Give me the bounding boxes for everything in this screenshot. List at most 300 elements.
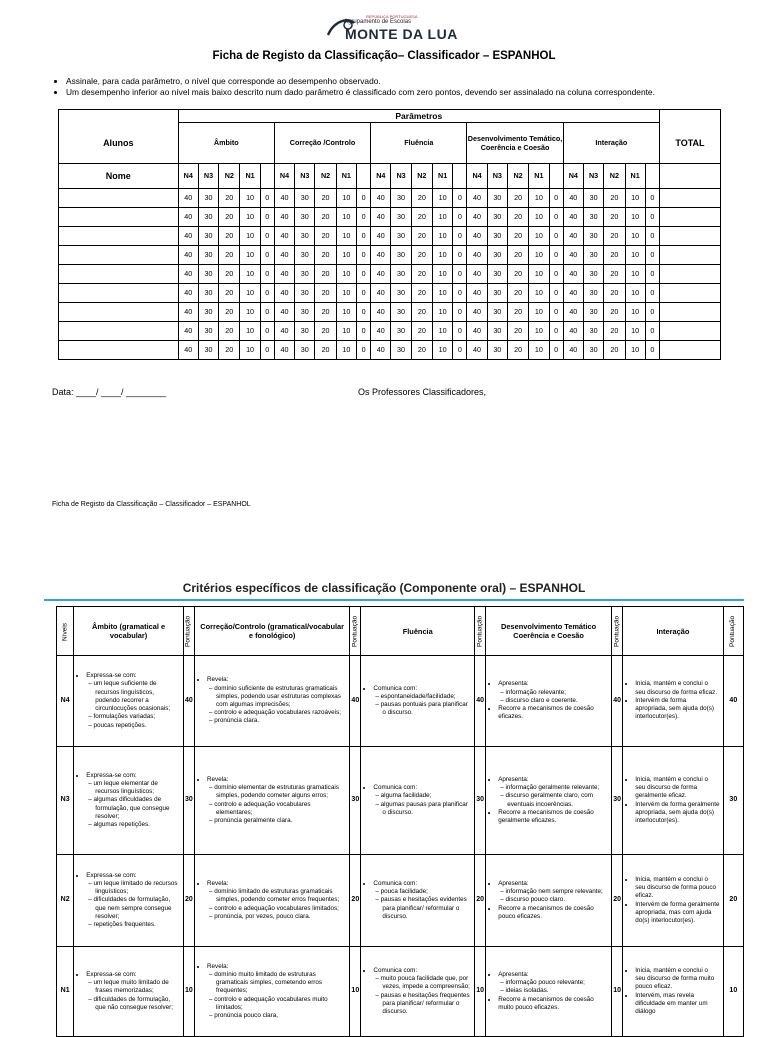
- criterion-item: – dificuldades de formulação, que não consegue resolver;: [95, 996, 180, 1012]
- criterion-item: – pausas pontuais para planificar o discurso.: [382, 701, 471, 717]
- total-header: TOTAL: [659, 123, 720, 164]
- points-cell: 40: [183, 656, 194, 747]
- score-cell: 10: [529, 283, 549, 302]
- score-cell: 10: [529, 340, 549, 359]
- score-cell: 0: [645, 188, 659, 207]
- criterion-item: – pronúncia geralmente clara.: [216, 817, 346, 825]
- criterion-item: – informação pouco relevante;: [507, 979, 608, 987]
- score-cell: 40: [371, 340, 391, 359]
- score-cell: 30: [583, 207, 603, 226]
- score-cell: 0: [453, 302, 467, 321]
- param-ambito: Âmbito: [178, 123, 274, 164]
- score-cell: 40: [371, 226, 391, 245]
- score-cell: 40: [178, 207, 198, 226]
- criterion-lead: • Revela:: [207, 776, 346, 784]
- score-cell: 10: [529, 188, 549, 207]
- score-cell: 10: [432, 226, 452, 245]
- score-cell: 0: [645, 340, 659, 359]
- criterion-extra: • Recorre a mecanismos de coesão pouco eficazes.: [498, 905, 608, 921]
- score-cell: 0: [549, 264, 563, 283]
- level-cell: N1: [57, 947, 74, 1037]
- criterion-lead: • Comunica com:: [373, 967, 471, 975]
- score-cell: 10: [336, 188, 356, 207]
- score-cell: 30: [487, 302, 507, 321]
- pontuacao-header: Pontuação: [350, 607, 361, 656]
- points-cell: 40: [475, 656, 486, 747]
- score-cell: 10: [336, 340, 356, 359]
- criterion-item: – controlo e adequação vocabulares elementares;: [216, 801, 346, 817]
- score-cell: 0: [645, 226, 659, 245]
- criterion-lead: • Expressa-se com:: [86, 672, 180, 680]
- score-cell: 20: [219, 283, 240, 302]
- criterion-item: • Inicia, mantém e conclui o seu discurso de forma eficaz.: [635, 680, 719, 696]
- score-cell: 30: [583, 226, 603, 245]
- score-cell: 30: [198, 321, 218, 340]
- total-cell: [659, 264, 720, 283]
- points-cell: 40: [612, 656, 623, 747]
- level-header: N4: [274, 163, 294, 188]
- score-cell: 20: [315, 302, 336, 321]
- points-cell: 20: [723, 855, 743, 947]
- score-cell: 20: [604, 321, 625, 340]
- niveis-header: Níveis: [57, 607, 74, 656]
- score-cell: 30: [487, 264, 507, 283]
- score-cell: 10: [240, 283, 260, 302]
- param-correcao: Correção /Controlo: [274, 123, 370, 164]
- score-cell: 10: [432, 245, 452, 264]
- score-cell: 10: [625, 283, 645, 302]
- level-header: [549, 163, 563, 188]
- score-cell: 40: [178, 226, 198, 245]
- score-cell: 20: [604, 226, 625, 245]
- score-cell: 40: [563, 226, 583, 245]
- criterion-item: – domínio elementar de estruturas gramaticais simples, podendo cometer alguns erros;: [216, 784, 346, 800]
- score-cell: 30: [487, 207, 507, 226]
- score-cell: 0: [260, 188, 274, 207]
- level-header: N3: [391, 163, 411, 188]
- total-cell: [659, 302, 720, 321]
- score-cell: 30: [583, 302, 603, 321]
- points-cell: 10: [475, 947, 486, 1037]
- pontuacao-header: Pontuação: [723, 607, 743, 656]
- score-cell: 10: [336, 226, 356, 245]
- criterion-item: – discurso claro e coerente.: [507, 697, 608, 705]
- fluencia-cell: [361, 747, 475, 855]
- score-cell: 10: [529, 207, 549, 226]
- score-cell: 30: [391, 245, 411, 264]
- score-cell: 40: [371, 283, 391, 302]
- score-cell: 40: [563, 302, 583, 321]
- criterion-item: – algumas dificuldades de formulação, que consegue resolver;: [95, 796, 180, 821]
- score-cell: 20: [507, 207, 528, 226]
- score-cell: 40: [371, 207, 391, 226]
- score-cell: 0: [453, 283, 467, 302]
- instruction-item: • Assinale, para cada parâmetro, o nível que corresponde ao desempenho observado.: [66, 76, 655, 87]
- criterion-lead: • Expressa-se com:: [86, 872, 180, 880]
- score-cell: 0: [549, 340, 563, 359]
- criterion-item: – pouca facilidade;: [382, 888, 471, 896]
- criterion-lead: • Comunica com:: [373, 880, 471, 888]
- score-cell: 10: [432, 207, 452, 226]
- score-cell: 20: [315, 340, 336, 359]
- level-header: N2: [315, 163, 336, 188]
- score-cell: 40: [563, 245, 583, 264]
- criterion-lead: • Revela:: [207, 676, 346, 684]
- score-cell: 30: [583, 264, 603, 283]
- level-header: [645, 163, 659, 188]
- score-cell: 10: [432, 302, 452, 321]
- score-cell: 10: [625, 302, 645, 321]
- criterion-item: – um leque suficiente de recursos linguísticos, podendo recorrer a circunlocuções ocasionais;: [95, 680, 180, 713]
- total-cell: [659, 340, 720, 359]
- score-cell: 10: [240, 302, 260, 321]
- points-cell: 30: [723, 747, 743, 855]
- correcao-cell: [195, 747, 350, 855]
- level-header: [453, 163, 467, 188]
- total-cell: [659, 321, 720, 340]
- score-cell: 30: [391, 207, 411, 226]
- score-cell: 30: [198, 264, 218, 283]
- criterion-item: – controlo e adequação vocabulares muito limitados;: [216, 996, 346, 1012]
- criterion-lead: • Revela:: [207, 963, 346, 971]
- score-cell: 0: [356, 302, 370, 321]
- criterion-item: – alguma facilidade;: [382, 792, 471, 800]
- score-cell: 20: [219, 340, 240, 359]
- score-cell: 40: [178, 188, 198, 207]
- score-cell: 20: [219, 264, 240, 283]
- score-cell: 10: [432, 283, 452, 302]
- criterion-item: – um leque elementar de recursos linguísticos;: [95, 780, 180, 796]
- score-cell: 40: [467, 207, 487, 226]
- points-cell: 30: [612, 747, 623, 855]
- score-cell: 40: [274, 340, 294, 359]
- score-cell: 30: [583, 340, 603, 359]
- score-cell: 10: [625, 340, 645, 359]
- level-header: N3: [198, 163, 218, 188]
- level-header: N3: [583, 163, 603, 188]
- level-cell: N2: [57, 855, 74, 947]
- criteria-title: Critérios específicos de classificação (Componente oral) – ESPANHOL: [182, 581, 586, 595]
- score-cell: 10: [529, 264, 549, 283]
- correcao-cell: [195, 947, 350, 1037]
- score-cell: 0: [260, 264, 274, 283]
- teachers-signature-label: Os Professores Classificadores,: [358, 387, 487, 397]
- criterion-lead: • Comunica com:: [373, 685, 471, 693]
- desenvolvimento-cell: [486, 947, 612, 1037]
- criterion-item: – discurso geralmente claro, com eventuais incoerências.: [507, 792, 608, 808]
- score-cell: 40: [563, 340, 583, 359]
- score-cell: 0: [453, 207, 467, 226]
- score-cell: 10: [240, 245, 260, 264]
- pontuacao-header: Pontuação: [183, 607, 194, 656]
- points-cell: 30: [183, 747, 194, 855]
- criterion-item: • Intervém, mas revela dificuldade em manter um diálogo: [635, 992, 719, 1017]
- score-cell: 30: [583, 188, 603, 207]
- criterion-item: – muito pouca facilidade que, por vezes, impede a compreensão;: [382, 975, 471, 991]
- score-cell: 0: [645, 264, 659, 283]
- score-cell: 30: [198, 302, 218, 321]
- score-cell: 40: [467, 188, 487, 207]
- criterion-item: – espontaneidade/facilidade;: [382, 693, 471, 701]
- score-cell: 30: [295, 188, 315, 207]
- points-cell: 10: [612, 947, 623, 1037]
- score-cell: 20: [219, 207, 240, 226]
- score-cell: 30: [391, 302, 411, 321]
- total-cell: [659, 283, 720, 302]
- score-cell: 10: [529, 226, 549, 245]
- score-cell: 10: [336, 321, 356, 340]
- parametros-header: Parâmetros: [178, 110, 659, 123]
- ambito-cell: [74, 747, 184, 855]
- score-cell: 0: [549, 245, 563, 264]
- score-cell: 10: [336, 283, 356, 302]
- criterion-item: • Intervém de forma apropriada, sem ajuda do(s) interlocutor(es).: [635, 697, 719, 722]
- score-cell: 20: [411, 207, 432, 226]
- score-cell: 20: [219, 188, 240, 207]
- level-header: N3: [487, 163, 507, 188]
- score-cell: 20: [604, 264, 625, 283]
- desenvolvimento-cell: [486, 747, 612, 855]
- criterion-item: – algumas pausas para planificar o discurso.: [382, 801, 471, 817]
- ambito-header: Âmbito (gramatical e vocabular): [74, 607, 184, 656]
- score-cell: 40: [467, 226, 487, 245]
- student-name-cell: [59, 321, 179, 340]
- score-cell: 40: [274, 226, 294, 245]
- criterion-item: – informação relevante;: [507, 689, 608, 697]
- score-cell: 30: [487, 321, 507, 340]
- criterion-extra: • Recorre a mecanismos de coesão eficazes.: [498, 705, 608, 721]
- score-cell: 30: [198, 207, 218, 226]
- pontuacao-header: Pontuação: [475, 607, 486, 656]
- score-cell: 20: [219, 302, 240, 321]
- score-cell: 30: [391, 283, 411, 302]
- score-cell: 0: [260, 226, 274, 245]
- score-cell: 0: [356, 188, 370, 207]
- score-cell: 10: [529, 302, 549, 321]
- criterion-item: – pausas e hesitações evidentes para planificar/ reformular o discurso.: [382, 896, 471, 921]
- criterion-item: – algumas repetições.: [95, 821, 180, 829]
- score-cell: 10: [240, 321, 260, 340]
- criterion-item: – informação nem sempre relevante;: [507, 888, 608, 896]
- param-fluencia: Fluência: [371, 123, 467, 164]
- score-cell: 10: [432, 188, 452, 207]
- blue-divider: [44, 599, 744, 601]
- score-cell: 10: [529, 321, 549, 340]
- score-cell: 30: [295, 302, 315, 321]
- score-cell: 30: [391, 264, 411, 283]
- score-cell: 0: [453, 321, 467, 340]
- score-cell: 0: [260, 245, 274, 264]
- repeated-title: Ficha de Registo da Classificação – Classificador – ESPANHOL: [52, 501, 251, 508]
- score-cell: 0: [356, 264, 370, 283]
- level-header: N3: [295, 163, 315, 188]
- points-cell: 20: [475, 855, 486, 947]
- score-cell: 0: [260, 207, 274, 226]
- points-cell: 20: [612, 855, 623, 947]
- score-cell: 10: [625, 245, 645, 264]
- score-cell: 0: [549, 226, 563, 245]
- correcao-cell: [195, 855, 350, 947]
- score-cell: 30: [487, 283, 507, 302]
- points-cell: 20: [350, 855, 361, 947]
- score-cell: 0: [549, 207, 563, 226]
- level-header: N1: [432, 163, 452, 188]
- score-cell: 20: [315, 207, 336, 226]
- score-cell: 40: [178, 245, 198, 264]
- score-cell: 20: [411, 226, 432, 245]
- score-cell: 0: [453, 188, 467, 207]
- criterion-item: – formulações variadas;: [95, 713, 180, 721]
- criterion-item: – dificuldades de formulação, que nem sempre consegue resolver;: [95, 896, 180, 921]
- fluencia-cell: [361, 855, 475, 947]
- score-cell: 10: [625, 188, 645, 207]
- score-cell: 20: [315, 188, 336, 207]
- score-cell: 10: [529, 245, 549, 264]
- registration-table: [58, 109, 721, 360]
- score-cell: 40: [371, 188, 391, 207]
- score-cell: 40: [274, 245, 294, 264]
- criteria-table: [56, 606, 744, 1037]
- score-cell: 0: [453, 340, 467, 359]
- criterion-extra: • Recorre a mecanismos de coesão muito pouco eficazes.: [498, 996, 608, 1012]
- criterion-item: – domínio limitado de estruturas gramaticais simples, podendo cometer erros frequentes;: [216, 888, 346, 904]
- score-cell: 0: [549, 321, 563, 340]
- score-cell: 10: [336, 207, 356, 226]
- score-cell: 20: [411, 302, 432, 321]
- desenvolvimento-cell: [486, 656, 612, 747]
- date-line: Data: ____/ ____/ ________: [52, 387, 167, 397]
- score-cell: 40: [467, 321, 487, 340]
- score-cell: 10: [432, 264, 452, 283]
- score-cell: 20: [219, 321, 240, 340]
- score-cell: 20: [315, 226, 336, 245]
- score-cell: 40: [563, 207, 583, 226]
- score-cell: 30: [295, 321, 315, 340]
- score-cell: 0: [356, 283, 370, 302]
- score-cell: 0: [645, 283, 659, 302]
- score-cell: 20: [411, 264, 432, 283]
- score-cell: 0: [645, 302, 659, 321]
- logo-subtitle: Agrupamento de Escolas: [344, 19, 412, 25]
- score-cell: 40: [274, 283, 294, 302]
- score-cell: 40: [563, 283, 583, 302]
- instructions-list: [52, 76, 655, 98]
- criterion-lead: • Apresenta:: [498, 880, 608, 888]
- score-cell: 30: [487, 188, 507, 207]
- score-cell: 30: [295, 340, 315, 359]
- desenvolvimento-header: Desenvolvimento Temático Coerência e Coesão: [486, 607, 612, 656]
- score-cell: 0: [549, 283, 563, 302]
- score-cell: 40: [274, 264, 294, 283]
- score-cell: 20: [315, 283, 336, 302]
- interacao-cell: [623, 855, 723, 947]
- student-name-cell: [59, 302, 179, 321]
- criterion-item: – domínio muito limitado de estruturas gramaticais simples, cometendo erros frequentes;: [216, 971, 346, 996]
- criterion-item: – repetições frequentes.: [95, 921, 180, 929]
- score-cell: 20: [507, 283, 528, 302]
- score-cell: 30: [487, 245, 507, 264]
- score-cell: 0: [260, 283, 274, 302]
- level-header: N4: [371, 163, 391, 188]
- level-header: N1: [625, 163, 645, 188]
- score-cell: 30: [487, 226, 507, 245]
- criterion-item: – pronúncia pouco clara,: [216, 1012, 346, 1020]
- score-cell: 40: [178, 283, 198, 302]
- score-cell: 30: [295, 283, 315, 302]
- score-cell: 20: [604, 340, 625, 359]
- param-desenvolvimento: Desenvolvimento Temático, Coerência e Coesão: [467, 123, 563, 164]
- score-cell: 40: [371, 264, 391, 283]
- score-cell: 10: [240, 226, 260, 245]
- nome-header: Nome: [59, 163, 179, 188]
- score-cell: 20: [411, 340, 432, 359]
- score-cell: 40: [371, 245, 391, 264]
- criterion-item: – controlo e adequação vocabulares razoáveis;: [216, 709, 346, 717]
- criterion-item: • Inicia, mantém e conclui o seu discurso de forma pouco eficaz.: [635, 876, 719, 901]
- score-cell: 10: [432, 340, 452, 359]
- criterion-item: • Intervém de forma geralmente apropriada, mas com ajuda do(s) interlocutor(es).: [635, 901, 719, 926]
- score-cell: 0: [356, 321, 370, 340]
- score-cell: 40: [274, 188, 294, 207]
- level-header: [260, 163, 274, 188]
- score-cell: 10: [336, 264, 356, 283]
- score-cell: 30: [198, 226, 218, 245]
- points-cell: 40: [723, 656, 743, 747]
- score-cell: 20: [219, 245, 240, 264]
- pontuacao-header: Pontuação: [612, 607, 623, 656]
- level-header: N2: [411, 163, 432, 188]
- fluencia-cell: [361, 947, 475, 1037]
- total-cell: [659, 245, 720, 264]
- score-cell: 0: [549, 188, 563, 207]
- score-cell: 0: [645, 207, 659, 226]
- score-cell: 10: [625, 264, 645, 283]
- score-cell: 30: [295, 207, 315, 226]
- criterion-item: – domínio suficiente de estruturas gramaticais simples, podendo usar estruturas complexas com algumas imprecisões;: [216, 685, 346, 710]
- score-cell: 10: [625, 226, 645, 245]
- student-name-cell: [59, 283, 179, 302]
- total-cell: [659, 188, 720, 207]
- score-cell: 20: [219, 226, 240, 245]
- criterion-item: – pronúncia clara.: [216, 717, 346, 725]
- criterion-item: – pausas e hesitações frequentes para planificar/ reformular o discurso.: [382, 992, 471, 1017]
- score-cell: 30: [295, 226, 315, 245]
- score-cell: 40: [274, 207, 294, 226]
- score-cell: 20: [315, 264, 336, 283]
- criterion-lead: • Expressa-se com:: [86, 971, 180, 979]
- level-header: N2: [507, 163, 528, 188]
- score-cell: 20: [604, 302, 625, 321]
- score-cell: 30: [583, 321, 603, 340]
- criterion-item: – controlo e adequação vocabulares limitados;: [216, 905, 346, 913]
- criterion-item: • Inicia, mantém e conclui o seu discurso de forma geralmente eficaz.: [635, 776, 719, 801]
- score-cell: 20: [507, 264, 528, 283]
- level-header: N1: [529, 163, 549, 188]
- points-cell: 40: [350, 656, 361, 747]
- score-cell: 0: [453, 226, 467, 245]
- score-cell: 40: [178, 302, 198, 321]
- score-cell: 30: [295, 264, 315, 283]
- score-cell: 20: [411, 188, 432, 207]
- criterion-lead: • Revela:: [207, 880, 346, 888]
- total-cell: [659, 226, 720, 245]
- score-cell: 20: [507, 226, 528, 245]
- logo-name: MONTE DA LUA: [345, 26, 458, 42]
- score-cell: 40: [563, 321, 583, 340]
- level-header: N2: [219, 163, 240, 188]
- score-cell: 0: [260, 340, 274, 359]
- level-header: N4: [563, 163, 583, 188]
